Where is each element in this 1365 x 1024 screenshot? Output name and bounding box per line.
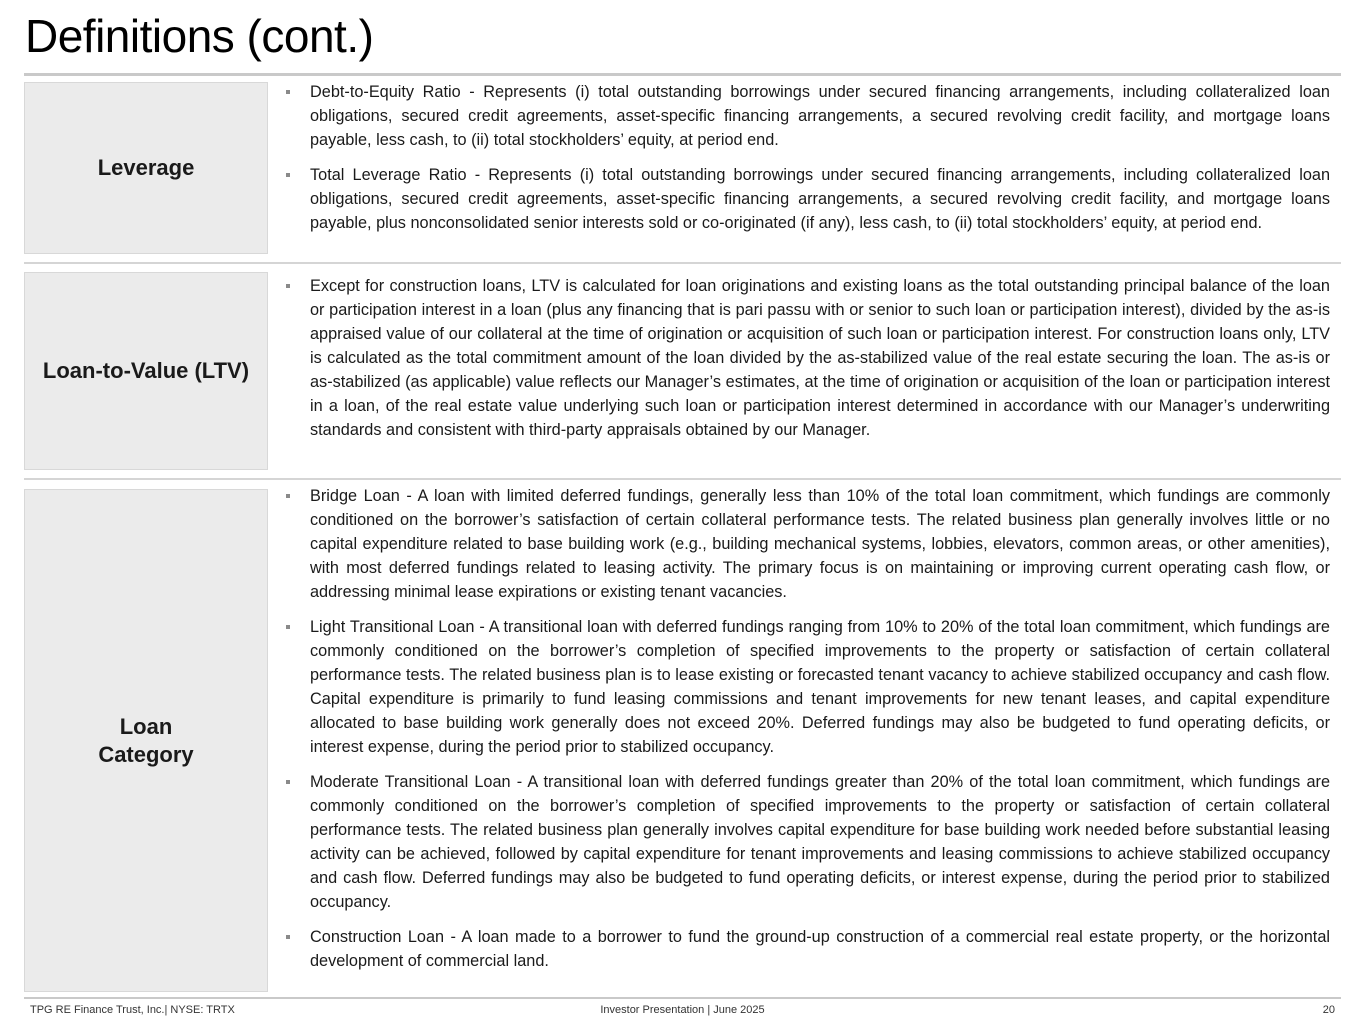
section-divider [24,262,1341,264]
footer-divider [24,997,1341,999]
bullet-icon [286,770,292,794]
list-item [286,163,1330,235]
bullet-icon [286,484,292,508]
section-label-leverage: Leverage [24,82,268,254]
definition-total-leverage: Total Leverage Ratio - Represents (i) total outstanding borrowings under secured financing arrangements, including collateralized loan obligations, secured credit agreements, asset-specific financing arrangements, a secured revolving credit facility, and mortgage loans payable, plus nonconsolidated senior interests sold or co-originated (if any), less cash, to (ii) total stockholders’ equity, at period end. [310,166,1330,232]
definition-light-transitional-loan: Light Transitional Loan - A transitional loan with deferred fundings ranging from 10% to 20% of the total loan commitment, which fundings are commonly conditioned on the borrower’s completion of specified improvements to the property or satisfaction of certain collateral performance tests. The related business plan is to lease existing or forecasted tenant vacancy to achieve stabilized occupancy and cash flow. Capital expenditure is primarily to fund leasing commissions and tenant improvements for new tenant leases, and capital expenditure allocated to base building work generally does not exceed 20%. Deferred fundings may also be budgeted to fund operating deficits, or interest expense, during the period prior to stabilized occupancy. [310,618,1330,756]
list-item [286,925,1330,973]
definition-ltv: Except for construction loans, LTV is calculated for loan originations and existing loans as the total outstanding principal balance of the loan or participation interest in a loan (plus any financing that is pari passu with or senior to such loan or participation interest), divided by the as-is appraised value of our collateral at the time of origination or acquisition of such loan or participation interest. For construction loans only, LTV is calculated as the total commitment amount of the loan divided by the as-stabilized value of the real estate securing the loan. The as-is or as-stabilized (as applicable) value reflects our Manager’s estimates, at the time of origination or acquisition of the loan or participation interest in a loan, of the real estate value underlying such loan or participation interest determined in accordance with our Manager’s underwriting standards and consistent with third-party appraisals obtained by our Manager. [310,277,1330,439]
footer-company: TPG RE Finance Trust, Inc.| NYSE: TRTX [30,1004,235,1016]
page-number: 20 [1322,1004,1335,1016]
definition-construction-loan: Construction Loan - A loan made to a borrower to fund the ground-up construction of a commercial real estate property, or the horizontal development of commercial land. [310,928,1330,970]
section-leverage [24,82,1341,254]
list-item [286,80,1330,152]
section-loan-category [24,489,1341,992]
label-line: Loan [119,713,173,739]
title-divider [24,73,1341,76]
list-item [286,615,1330,759]
section-content-ltv [286,274,1330,453]
section-ltv [24,272,1341,470]
list-item [286,484,1330,604]
section-label-loan-category [24,489,268,992]
footer-presentation: Investor Presentation | June 2025 [600,1004,765,1016]
section-label-ltv: Loan-to-Value (LTV) [24,272,268,470]
definition-moderate-transitional-loan: Moderate Transitional Loan - A transitional loan with deferred fundings greater than 20% of the total loan commitment, which fundings are commonly conditioned on the borrower’s completion of specified improvements to the property or satisfaction of certain collateral performance tests. The related business plan generally involves capital expenditure for base building work needed before substantial leasing activity can be achieved, followed by capital expenditure for tenant improvements and leasing commissions to achieve stabilized occupancy and cash flow. Deferred fundings may also be budgeted to fund operating deficits, or interest expense, during the period prior to stabilized occupancy. [310,773,1330,911]
list-item [286,770,1330,914]
footer [0,997,1365,1024]
bullet-icon [286,274,292,298]
list-item [286,274,1330,442]
bullet-icon [286,925,292,949]
page-title: Definitions (cont.) [25,10,374,62]
section-divider [24,478,1341,480]
bullet-icon [286,163,292,187]
definition-bridge-loan: Bridge Loan - A loan with limited deferred fundings, generally less than 10% of the total loan commitment, which fundings are commonly conditioned on the borrower’s satisfaction of certain collateral performance tests. The related business plan generally involves little or no capital expenditure related to base building work (e.g., building mechanical systems, lobbies, elevators, common areas, or other amenities), with most deferred fundings related to leasing activity. The primary focus is on maintaining or improving current operating cash flow, or addressing minimal lease expirations or existing tenant vacancies. [310,487,1330,601]
label-line: Category [98,741,194,767]
bullet-icon [286,80,292,104]
section-content-loan-category [286,484,1330,973]
definition-debt-to-equity: Debt-to-Equity Ratio - Represents (i) total outstanding borrowings under secured financing arrangements, including collateralized loan obligations, secured credit agreements, asset-specific financing arrangements, a secured revolving credit facility, and mortgage loans payable, less cash, to (ii) total stockholders’ equity, at period end. [310,83,1330,149]
section-content-leverage [286,80,1330,246]
bullet-icon [286,615,292,639]
